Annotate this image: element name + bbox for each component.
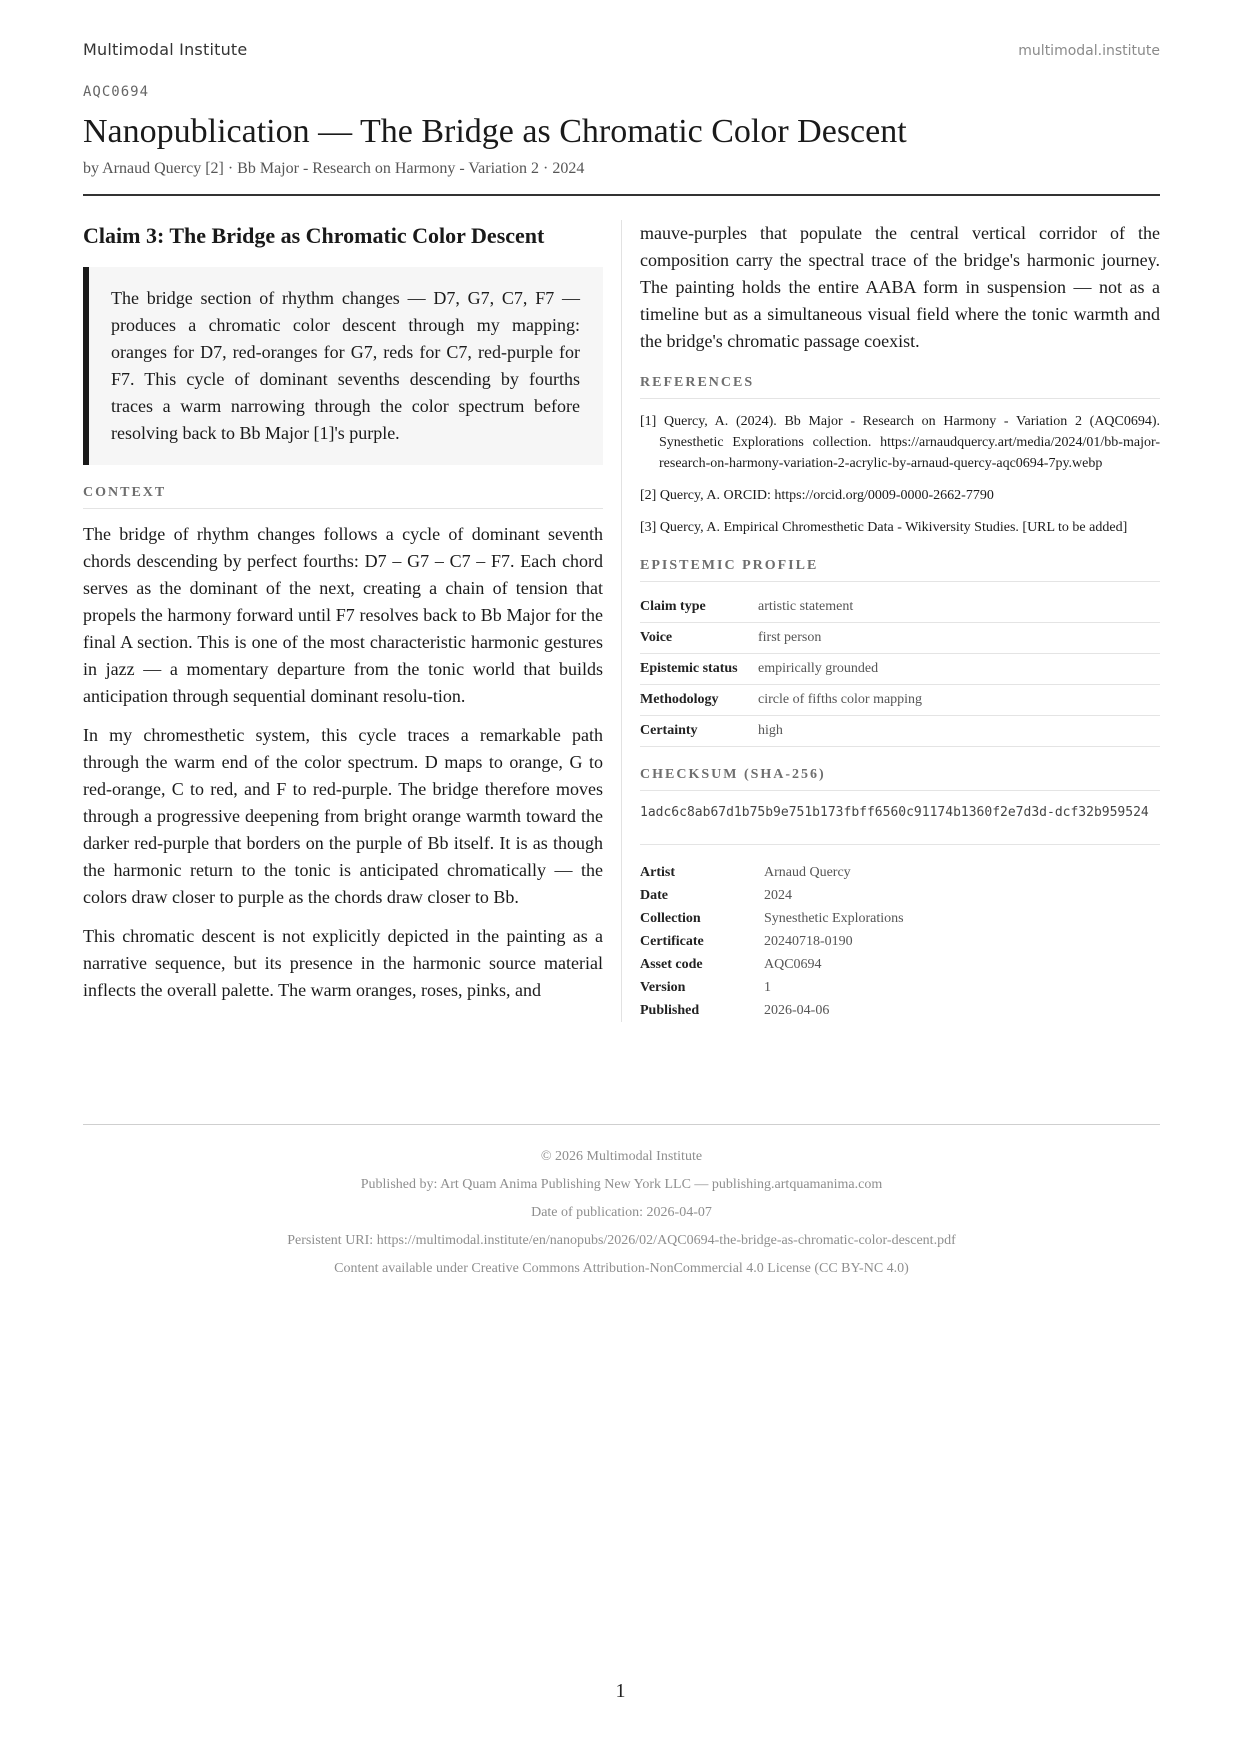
row-key: Methodology bbox=[640, 685, 758, 716]
table-row bbox=[640, 907, 904, 930]
meta-value: 20240718-0190 bbox=[764, 934, 853, 949]
context-paragraph: This chromatic descent is not explicitly depicted in the painting as a narrative sequence, but its presence in the harmonic source material inflects the overall palette. The warm oranges, roses, pinks, and bbox=[83, 926, 603, 1000]
meta-value: 2024 bbox=[764, 888, 792, 903]
top-bar bbox=[83, 40, 1160, 70]
row-value: circle of fifths color mapping bbox=[758, 685, 1160, 716]
context-heading: CONTEXT bbox=[83, 485, 603, 509]
reference-item: [3] Quercy, A. Empirical Chromesthetic Data - Wikiversity Studies. [URL to be added] bbox=[640, 520, 1128, 535]
footer-date: Date of publication: 2026-04-07 bbox=[531, 1205, 712, 1220]
institute-name: Multimodal Institute bbox=[83, 40, 248, 59]
row-value: artistic statement bbox=[758, 592, 1160, 623]
table-row bbox=[640, 976, 904, 999]
row-value: high bbox=[758, 716, 1160, 747]
header-divider bbox=[83, 194, 1160, 196]
meta-value: 2026-04-06 bbox=[764, 1003, 830, 1018]
context-continuation: mauve-purples that populate the central vertical corridor of the composition carry the spectral trace of the bridge's harmonic journey. The painting holds the entire AABA form in suspension — not as a timeline but as a simultaneous visual field where the tonic warmth and the bridge's chromatic passage coexist. bbox=[640, 223, 1160, 351]
footer-uri: Persistent URI: https://multimodal.institute/en/nanopubs/2026/02/AQC0694-the-bridge-as-chromatic-color-descent.pdf bbox=[287, 1233, 956, 1248]
context-paragraph: In my chromesthetic system, this cycle traces a remarkable path through the warm end of the color spectrum. D maps to orange, G to red-orange, C to red, and F to red-purple. The bridge therefore moves through a progressive deepening from bright orange warmth toward the darker red-purple that borders on the purple of Bb itself. It is as though the harmonic return to the tonic is anticipated chromatically — the colors draw closer to purple as the chords draw closer to Bb. bbox=[83, 725, 603, 907]
page-title: Nanopublication — The Bridge as Chromatic Color Descent bbox=[83, 113, 907, 150]
row-value: first person bbox=[758, 623, 1160, 654]
claim-heading: Claim 3: The Bridge as Chromatic Color Descent bbox=[83, 223, 545, 248]
references-heading: REFERENCES bbox=[640, 375, 1160, 399]
table-row bbox=[640, 953, 904, 976]
meta-key: Published bbox=[640, 1003, 700, 1018]
table-row bbox=[640, 623, 1160, 654]
document-page bbox=[83, 40, 1160, 1022]
asset-code: AQC0694 bbox=[83, 84, 150, 100]
row-value: empirically grounded bbox=[758, 654, 1160, 685]
epistemic-heading: EPISTEMIC PROFILE bbox=[640, 558, 1160, 582]
footer-publisher: Published by: Art Quam Anima Publishing New York LLC — publishing.artquamanima.com bbox=[360, 1177, 883, 1192]
reference-item: [2] Quercy, A. ORCID: https://orcid.org/0009-0000-2662-7790 bbox=[640, 488, 994, 503]
meta-value: Arnaud Quercy bbox=[764, 865, 851, 880]
footer-copyright: © 2026 Multimodal Institute bbox=[540, 1149, 703, 1164]
meta-key: Certificate bbox=[640, 934, 704, 949]
meta-key: Collection bbox=[640, 911, 701, 926]
epistemic-table bbox=[640, 592, 1160, 747]
table-row bbox=[640, 654, 1160, 685]
checksum-heading: CHECKSUM (SHA-256) bbox=[640, 767, 1160, 791]
right-column bbox=[622, 220, 1160, 1022]
context-paragraph: The bridge of rhythm changes follows a cycle of dominant seventh chords descending by perfect fourths: D7 – G7 – C7 – F7. Each chord serves as the dominant of the next, creating a chain of tension that propels the harmony forward until F7 resolves back to Bb Major for the final A section. This is one of the most characteristic harmonic gestures in jazz — a momentary departure from the tonic world that builds anticipation through sequential dominant resolu-tion. bbox=[83, 524, 603, 706]
table-row bbox=[640, 930, 904, 953]
page-number: 1 bbox=[615, 1680, 626, 1702]
references-list bbox=[640, 411, 1160, 538]
meta-key: Artist bbox=[640, 865, 675, 880]
table-row bbox=[640, 999, 904, 1022]
table-row bbox=[640, 685, 1160, 716]
institute-domain: multimodal.institute bbox=[1018, 43, 1160, 59]
meta-key: Version bbox=[640, 980, 686, 995]
meta-value: AQC0694 bbox=[764, 957, 822, 972]
table-row bbox=[640, 592, 1160, 623]
row-key: Claim type bbox=[640, 592, 758, 623]
footer-license: Content available under Creative Commons Attribution-NonCommercial 4.0 License (CC BY-NC 4.0) bbox=[334, 1261, 909, 1276]
table-row bbox=[640, 884, 904, 907]
row-key: Certainty bbox=[640, 716, 758, 747]
left-column bbox=[83, 220, 622, 1022]
meta-value: 1 bbox=[764, 980, 771, 995]
two-column-body bbox=[83, 220, 1160, 1022]
page-footer bbox=[83, 1124, 1160, 1283]
meta-key: Asset code bbox=[640, 957, 703, 972]
reference-item: [1] Quercy, A. (2024). Bb Major - Research on Harmony - Variation 2 (AQC0694). Synesthetic Explorations collection. https://arnaudquercy.art/media/2024/01/bb-major-research-on-harmony-variation-2-acrylic-by-arnaud-quercy-aqc0694-7py.webp bbox=[640, 414, 1160, 471]
metadata-table bbox=[640, 861, 904, 1022]
row-key: Epistemic status bbox=[640, 654, 758, 685]
meta-value: Synesthetic Explorations bbox=[764, 911, 904, 926]
meta-key: Date bbox=[640, 888, 668, 903]
table-row bbox=[640, 716, 1160, 747]
checksum-value: 1adc6c8ab67d1b75b9e751b173fbff6560c91174b1360f2e7d3d-dcf32b959524 bbox=[640, 803, 1160, 845]
row-key: Voice bbox=[640, 623, 758, 654]
table-row bbox=[640, 861, 904, 884]
byline: by Arnaud Quercy [2] · Bb Major - Research on Harmony - Variation 2 · 2024 bbox=[83, 160, 585, 177]
claim-quote: The bridge section of rhythm changes — D7, G7, C7, F7 — produces a chromatic color descent through my mapping: oranges for D7, red-oranges for G7, reds for C7, red-purple for F7. This cycle of dominant sevenths descending by fourths traces a warm narrowing through the color spectrum before resolving back to Bb Major [1]'s purple. bbox=[83, 267, 603, 465]
